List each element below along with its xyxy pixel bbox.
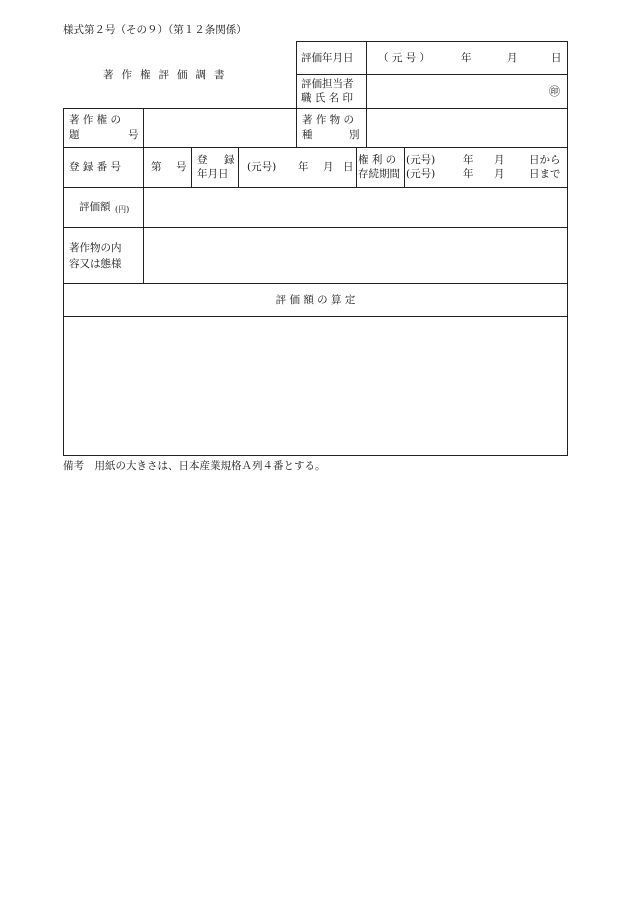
right-period-from-year: 年 — [463, 154, 474, 166]
registration-date-label-1a: 登 — [197, 154, 208, 166]
work-title-label-line2b: 号 — [128, 129, 139, 141]
content-label-line2: 容又は態様 — [69, 258, 122, 270]
officer-label-line2: 職 氏 名 印 — [301, 92, 354, 104]
right-period-from-day: 日から — [529, 154, 561, 166]
valuation-label: 評価額 — [79, 201, 111, 213]
footnote: 備考 用紙の大きさは、日本産業規格Ａ列４番とする。 — [63, 460, 326, 472]
work-title-label-line1: 著 作 権 の — [69, 114, 122, 126]
right-period-to-era: (元号) — [406, 168, 436, 180]
evaluation-date-month: 月 — [507, 52, 518, 64]
work-type-label-line2a: 種 — [302, 129, 313, 141]
right-period-to-year: 年 — [463, 168, 474, 180]
content-label-line1: 著作物の内 — [69, 242, 122, 254]
form-number: 様式第２号（その９）（第１２条関係） — [63, 24, 247, 36]
officer-label-line1: 評価担当者 — [301, 78, 354, 90]
registration-number-suffix: 号 — [176, 161, 187, 173]
document-title: 著作権評価調書 — [103, 69, 233, 81]
right-period-from-month: 月 — [494, 154, 505, 166]
registration-number-prefix: 第 — [151, 161, 162, 173]
calculation-header: 評 価 額 の 算 定 — [275, 294, 356, 306]
seal-mark: ㊞ — [549, 85, 560, 98]
registration-label: 登 録 番 号 — [69, 161, 122, 173]
registration-date-year: 年 — [298, 161, 309, 173]
calculation-area — [64, 317, 567, 455]
registration-date-label-2: 年月日 — [197, 168, 229, 180]
work-title-label-line2a: 題 — [69, 129, 80, 141]
registration-date-month: 月 — [323, 161, 334, 173]
right-period-to-day: 日まで — [529, 168, 561, 180]
evaluation-date-era: （ 元 号 ） — [378, 52, 431, 64]
right-period-label-line1: 権 利 の — [358, 154, 397, 166]
right-period-from-era: (元号) — [406, 154, 436, 166]
registration-date-label-1b: 録 — [224, 154, 235, 166]
evaluation-date-year: 年 — [461, 52, 472, 64]
registration-date-era: (元号) — [247, 161, 277, 173]
valuation-unit: (円) — [115, 205, 130, 214]
evaluation-date-day: 日 — [551, 52, 562, 64]
registration-date-day: 日 — [343, 161, 354, 173]
right-period-label-line2: 存続期間 — [358, 168, 400, 180]
evaluation-date-label: 評価年月日 — [301, 52, 354, 64]
work-type-label-line2b: 別 — [349, 129, 360, 141]
work-type-label-line1: 著 作 物 の — [302, 114, 355, 126]
right-period-to-month: 月 — [494, 168, 505, 180]
